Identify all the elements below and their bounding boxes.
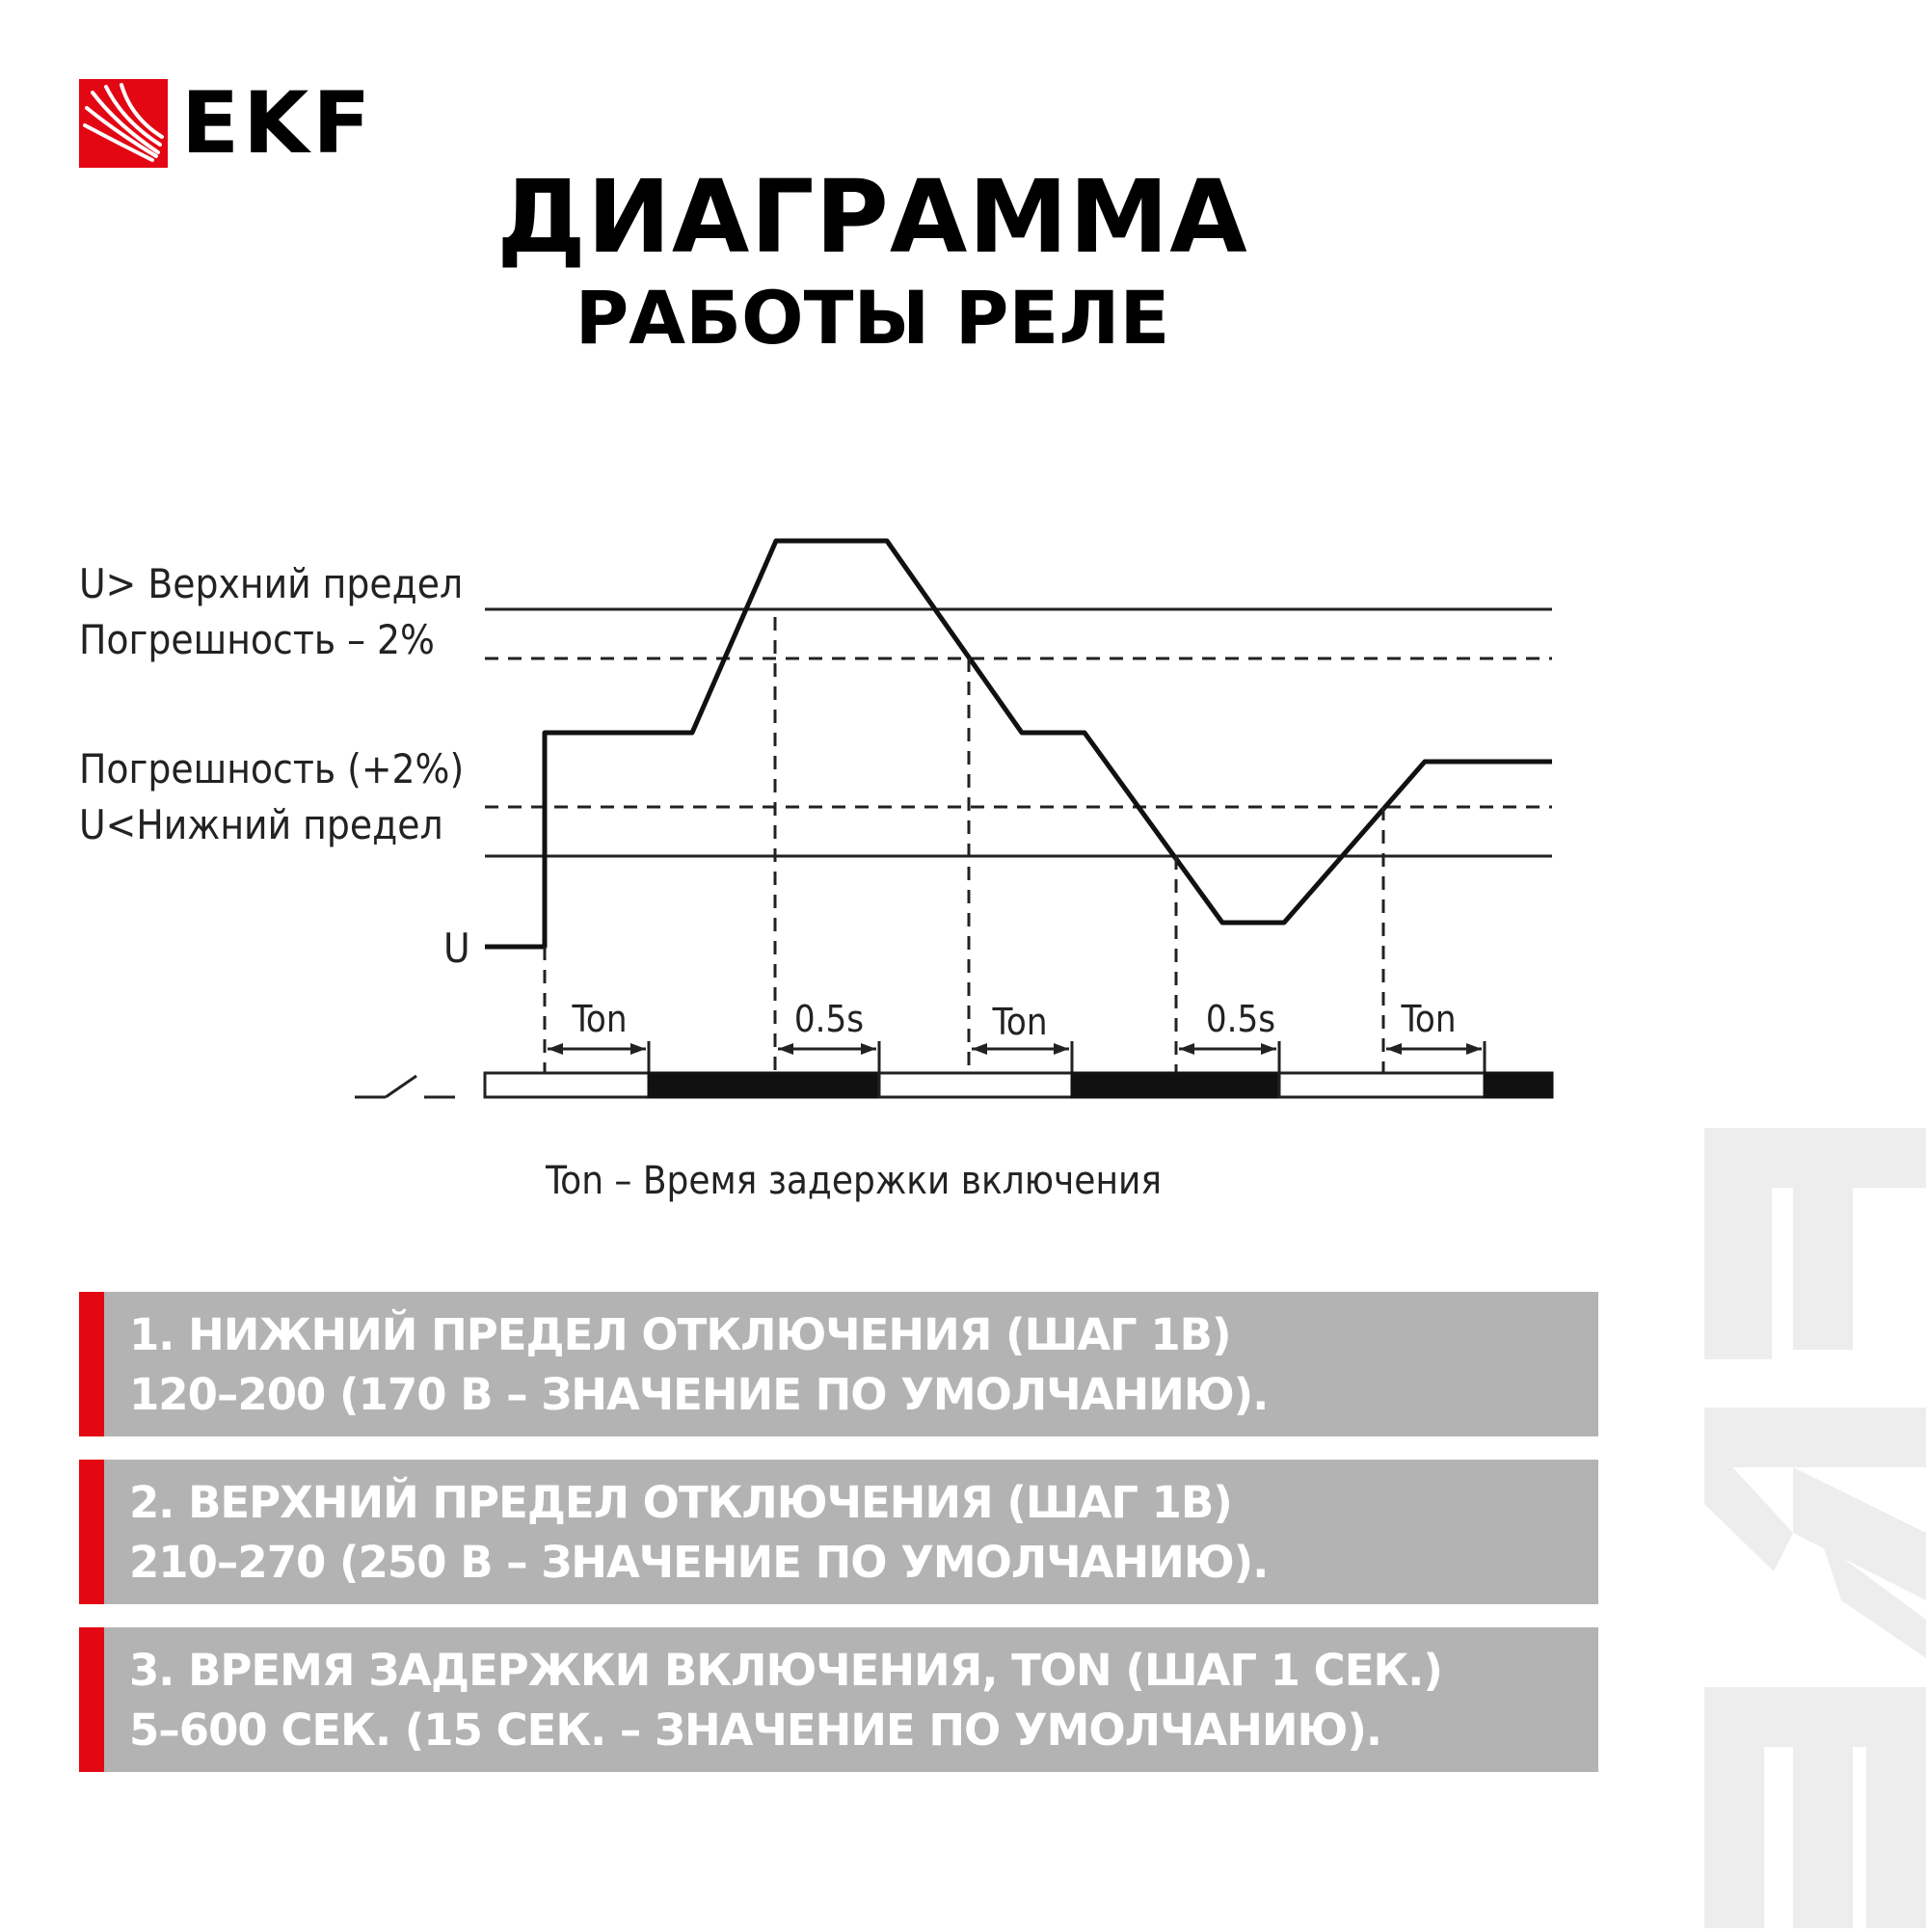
interval-label-1: Ton: [572, 998, 628, 1040]
accent-bar: [79, 1292, 104, 1436]
arrowhead-2b: [861, 1043, 876, 1055]
interval-label-4: 0.5s: [1205, 998, 1276, 1040]
arrowhead-4a: [1179, 1043, 1194, 1055]
label-upper-limit: U> Верхний предел: [79, 560, 464, 607]
accent-bar: [79, 1460, 104, 1604]
arrowhead-1b: [630, 1043, 646, 1055]
relay-contact-icon: [355, 1076, 455, 1097]
list-item-text: [129, 1305, 1585, 1425]
list-item: [79, 1292, 1598, 1436]
arrowhead-2a: [778, 1043, 793, 1055]
arrowhead-1a: [548, 1043, 563, 1055]
voltage-waveform: [485, 541, 1552, 947]
list-item: [79, 1627, 1598, 1772]
label-lower-limit: U<Нижний предел: [79, 801, 443, 848]
relay-timing-diagram: [0, 501, 1639, 1234]
arrowhead-5a: [1386, 1043, 1402, 1055]
diagram-footnote: Ton – Время задержки включения: [546, 1159, 1163, 1203]
list-item-line-2: 210–270 (250 В – ЗНАЧЕНИЕ ПО УМОЛЧАНИЮ).: [129, 1537, 1269, 1588]
state-off-3: [1279, 1073, 1485, 1097]
arrowhead-5b: [1466, 1043, 1482, 1055]
page-title: [174, 159, 1571, 362]
arrowhead-3b: [1054, 1043, 1069, 1055]
title-line-2: РАБОТЫ РЕЛЕ: [575, 275, 1170, 361]
accent-bar: [79, 1627, 104, 1772]
state-off-1: [485, 1073, 649, 1097]
label-lower-tolerance: Погрешность (+2%): [79, 745, 465, 792]
list-item-text: [129, 1473, 1585, 1593]
state-on-2: [1072, 1073, 1279, 1097]
state-on-1: [649, 1073, 879, 1097]
interval-label-3: Ton: [992, 1001, 1048, 1043]
label-voltage: U: [443, 925, 470, 972]
arrowhead-4b: [1261, 1043, 1276, 1055]
title-line-1: ДИАГРАММА: [496, 158, 1248, 276]
list-item-line-2: 5–600 СЕК. (15 СЕК. – ЗНАЧЕНИЕ ПО УМОЛЧАНИЮ).: [129, 1704, 1382, 1756]
list-item-line-1: 1. НИЖНИЙ ПРЕДЕЛ ОТКЛЮЧЕНИЯ (ШАГ 1В): [129, 1309, 1231, 1360]
list-item-line-1: 3. ВРЕМЯ ЗАДЕРЖКИ ВКЛЮЧЕНИЯ, TON (ШАГ 1 СЕК.): [129, 1645, 1442, 1696]
state-on-3: [1485, 1073, 1552, 1097]
interval-label-5: Ton: [1401, 998, 1457, 1040]
state-off-2: [879, 1073, 1072, 1097]
label-upper-tolerance: Погрешность – 2%: [79, 616, 435, 663]
list-item-line-1: 2. ВЕРХНИЙ ПРЕДЕЛ ОТКЛЮЧЕНИЯ (ШАГ 1В): [129, 1477, 1232, 1528]
ekf-logo: [79, 73, 416, 173]
relay-state-bar: [485, 1073, 1552, 1097]
list-item: [79, 1460, 1598, 1604]
settings-list: [79, 1292, 1598, 1795]
ekf-logo-mark-icon: [79, 79, 168, 168]
list-item-line-2: 120–200 (170 В – ЗНАЧЕНИЕ ПО УМОЛЧАНИЮ).: [129, 1369, 1269, 1420]
brand-name: EKF: [181, 73, 375, 173]
ekf-watermark: [1697, 1118, 1928, 1928]
interval-label-2: 0.5s: [793, 998, 865, 1040]
list-item-text: [129, 1641, 1585, 1760]
arrowhead-3a: [972, 1043, 987, 1055]
